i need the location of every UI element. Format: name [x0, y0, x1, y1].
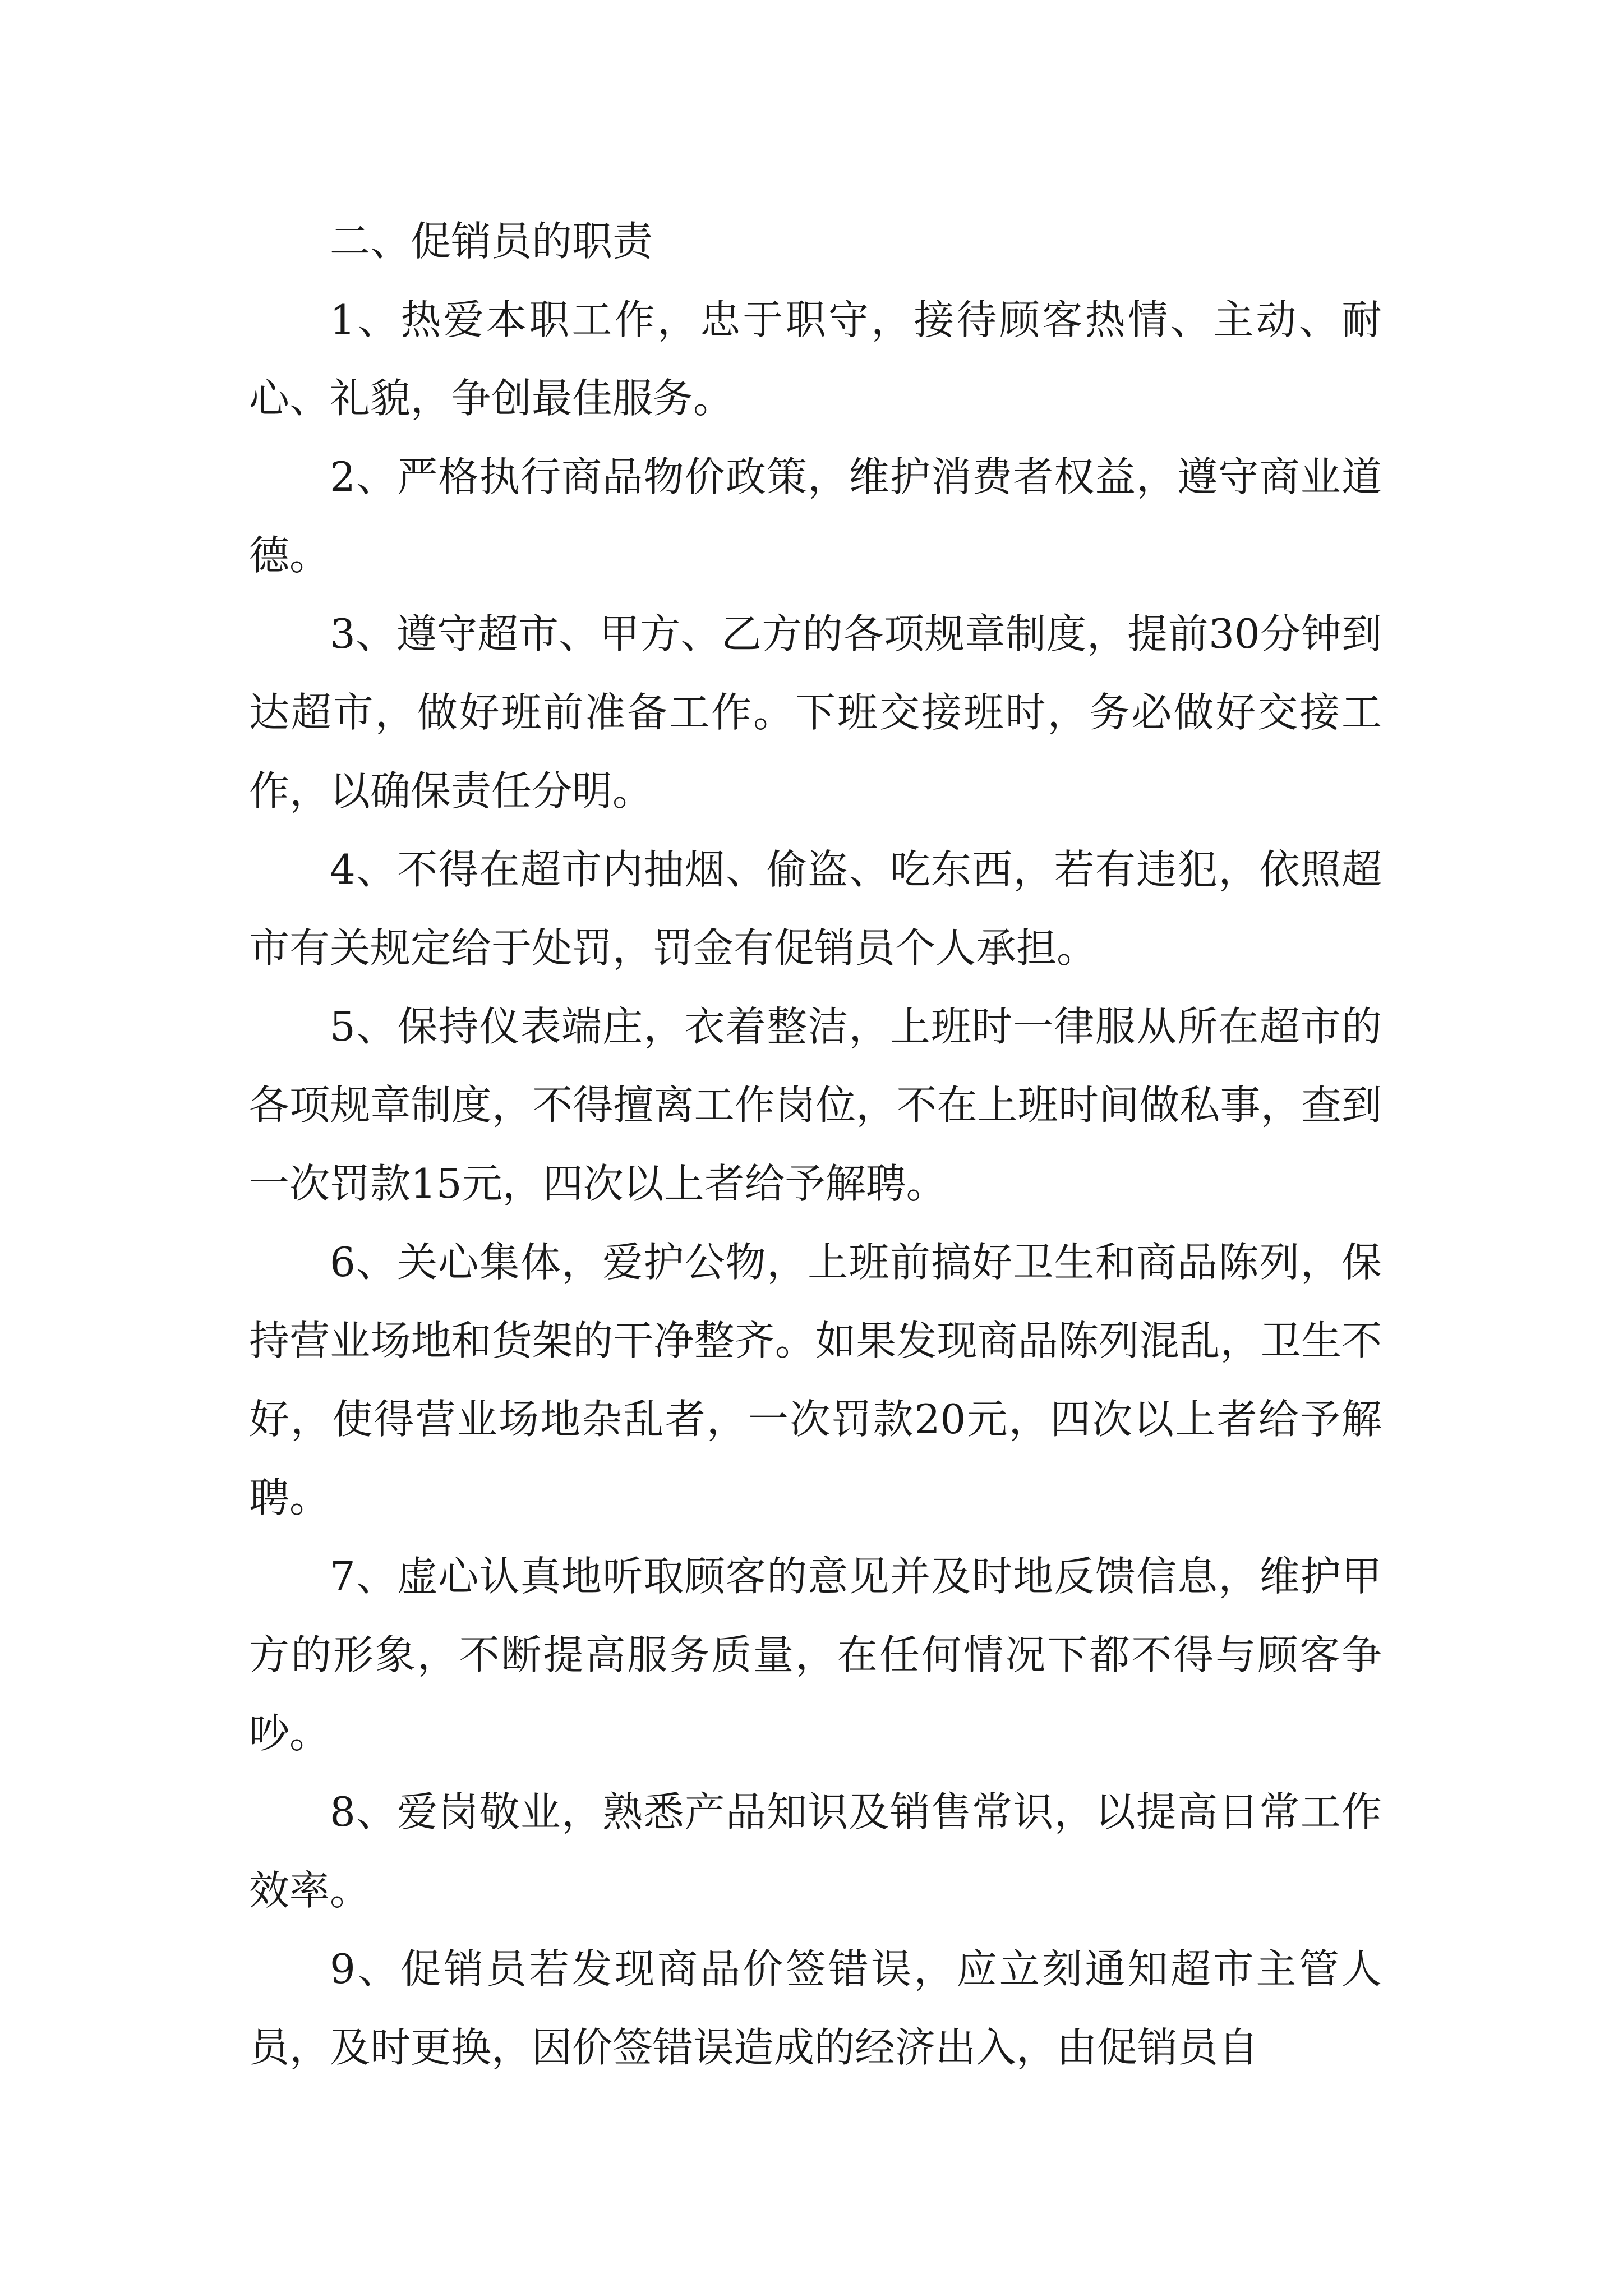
document-body [249, 202, 1382, 2087]
duty-item-6: 6、关心集体，爱护公物，上班前搞好卫生和商品陈列，保持营业场地和货架的干净整齐。如果发现商品陈列混乱，卫生不好，使得营业场地杂乱者，一次罚款20元，四次以上者给予解聘。 [249, 1239, 1382, 1521]
duty-item-3: 3、遵守超市、甲方、乙方的各项规章制度，提前30分钟到达超市，做好班前准备工作。下班交接班时，务必做好交接工作，以确保责任分明。 [249, 610, 1382, 815]
duty-item-7: 7、虚心认真地听取顾客的意见并及时地反馈信息，维护甲方的形象，不断提高服务质量，在任何情况下都不得与顾客争吵。 [249, 1553, 1382, 1757]
duty-item-9: 9、促销员若发现商品价签错误，应立刻通知超市主管人员，及时更换，因价签错误造成的经济出入，由促销员自 [249, 1945, 1382, 2071]
duty-item-2: 2、严格执行商品物价政策，维护消费者权益，遵守商业道德。 [249, 453, 1382, 579]
duty-item-1: 1、热爱本职工作，忠于职守，接待顾客热情、主动、耐心、礼貌，争创最佳服务。 [249, 296, 1382, 422]
duty-item-4: 4、不得在超市内抽烟、偷盗、吃东西，若有违犯，依照超市有关规定给于处罚，罚金有促销员个人承担。 [249, 846, 1382, 972]
duty-item-8: 8、爱岗敬业，熟悉产品知识及销售常识，以提高日常工作效率。 [249, 1788, 1382, 1914]
duty-item-5: 5、保持仪表端庄，衣着整洁，上班时一律服从所在超市的各项规章制度，不得擅离工作岗位，不在上班时间做私事，查到一次罚款15元，四次以上者给予解聘。 [249, 1003, 1382, 1207]
section-heading: 二、促销员的职责 [330, 218, 653, 265]
